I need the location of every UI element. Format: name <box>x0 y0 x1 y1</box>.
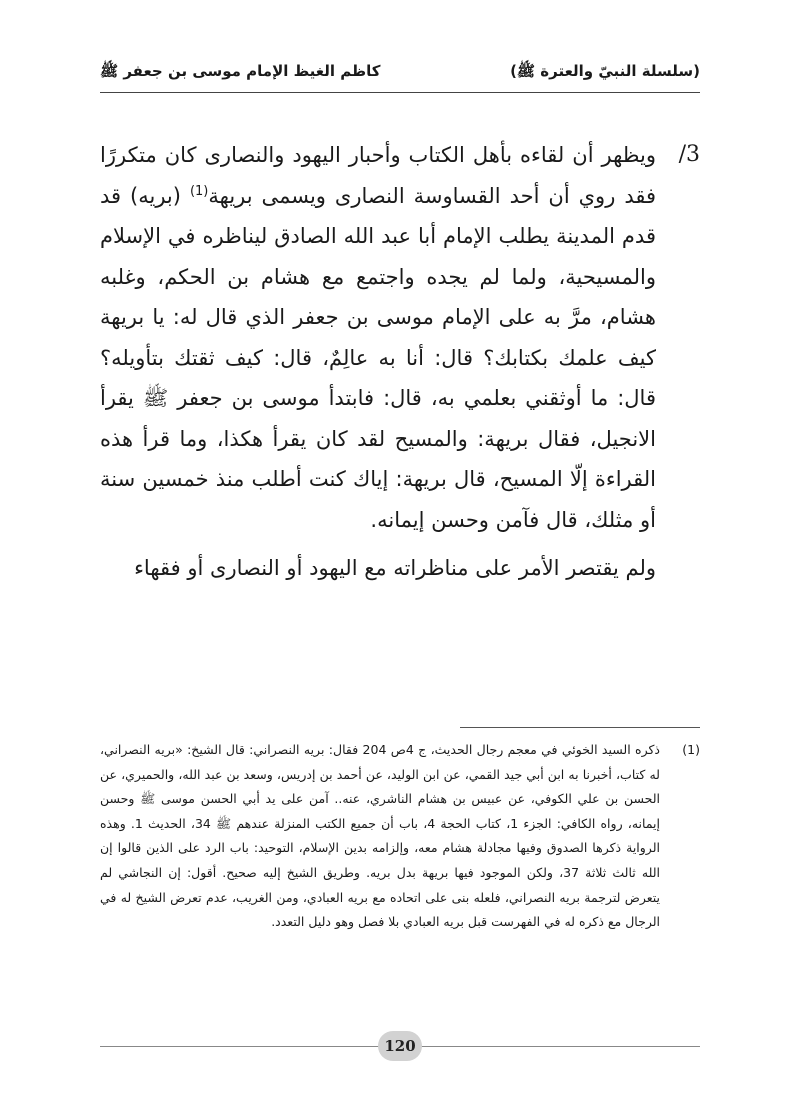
footnote-text: ذكره السيد الخوئي في معجم رجال الحديث، ج 4ص 204 فقال: بريه النصراني: قال الشيخ: «بريه النصراني، له كتاب، أخبرنا به ابن أبي جيد القمي، عن ابن الوليد، عن أحمد بن إدريس، وسعد بن عبد الله، والحميري، عن الحسن بن علي الكوفي، عن عبيس بن هشام الناشري، عنه.. آمن على يد أبي الحسن موسى ﷺ وحسن إيمانه، رواه الكافي: الجزء 1، كتاب الحجة 4، باب أن جميع الكتب المنزلة عندهم ﷺ 34، الحديث 1. وهذه الرواية ذكرها الصدوق وفيها مجادلة هشام معه، وإلزامه بدين الإسلام، التوحيد: باب الرد على الذين قالوا إن الله ثالث ثلاثة 37، ولكن الموجود فيها بريهة بدل بريه. وطريق الشيخ إليه صحيح. أقول: إن النجاشي لم يتعرض لترجمة بريه النصراني، فلعله بنى على اتحاده مع بريه العبادي، ومن الغريب، عدم تعرض الشيخ له في الرجال مع ذكره له في الفهرست قبل بريه العبادي بلا فصل وهو دليل التعدد. <box>100 742 661 930</box>
item-number: 3/ <box>678 142 700 167</box>
paragraph-item-3 <box>100 135 700 540</box>
series-title: (سلسلة النبيّ والعترة ﷺ) <box>510 62 700 80</box>
header-divider <box>100 92 700 93</box>
page-number: 120 <box>378 1031 422 1061</box>
running-header <box>100 58 700 88</box>
footnote-divider <box>460 727 700 728</box>
footnotes <box>100 738 700 935</box>
main-text <box>100 135 700 589</box>
paragraph-1-text-b: (بريه) قد قدم المدينة يطلب الإمام أبا عبد الله الصادق ليناظره في الإسلام والمسيحية، ولما لم يجده واجتمع مع هشام بن الحكم، وغلبه هشام، مرَّ به على الإمام موسى بن جعفر الذي قال له: يا بريهة كيف علمك بكتابك؟ قال: أنا به عالِمٌ، قال: كيف ثقتك بتأويله؟ قال: ما أوثقني بعلمي به، قال: فابتدأ موسى بن جعفر ﷺ يقرأ الانجيل، فقال بريهة: والمسيح لقد كان يقرأ هكذا، وما قرأ هذه القراءة إلّا المسيح، قال بريهة: إياك كنت أطلب منذ خمسين سنة أو مثلك، قال فآمن وحسن إيمانه. <box>100 183 656 532</box>
page-footer <box>100 1031 700 1061</box>
book-title: كاظم الغيظ الإمام موسى بن جعفر ﷺ <box>100 62 381 80</box>
footnote-reference[interactable]: (1) <box>189 183 209 199</box>
paragraph-2: ولم يقتصر الأمر على مناظراته مع اليهود أو النصارى أو فقهاء <box>134 556 656 580</box>
footnote-number: (1) <box>682 742 700 757</box>
footnote-item <box>100 738 700 935</box>
paragraph-1-text-a: ويظهر أن لقاءه بأهل الكتاب وأحبار اليهود والنصارى كان متكررًا فقد روي أن أحد القساوسة النصارى ويسمى بريهة <box>100 143 656 208</box>
